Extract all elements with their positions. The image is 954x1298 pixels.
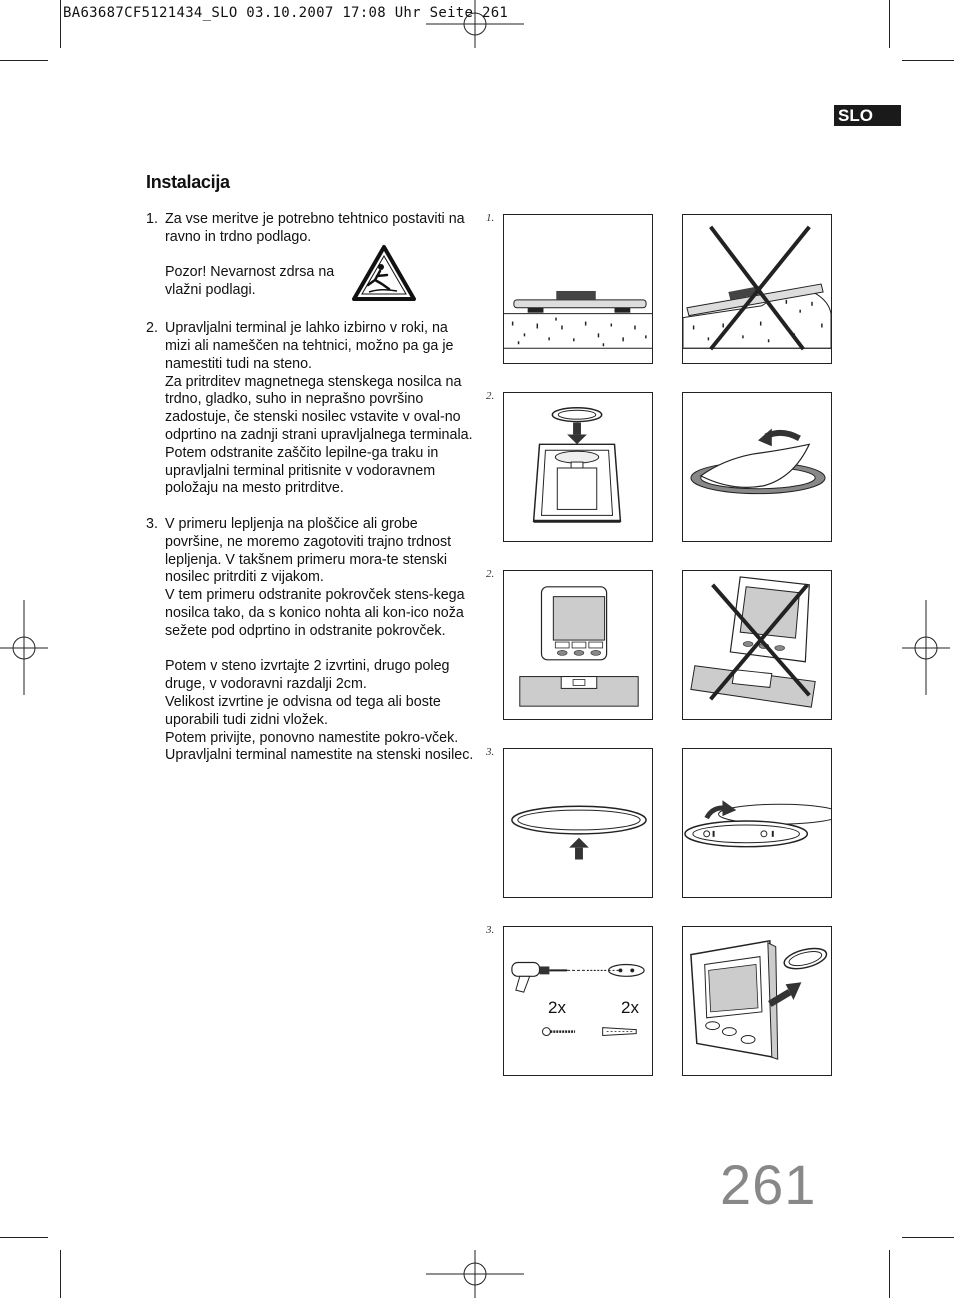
screws-quantity: 2x	[548, 998, 566, 1017]
crop-mark	[0, 1237, 48, 1238]
step-paragraph: Potem v steno izvrtajte 2 izvrtini, drugo poleg druge, v vodoravni razdalji 2cm.	[165, 658, 450, 693]
mount-terminal-icon	[683, 927, 831, 1075]
figure-row-label: 3.	[486, 746, 495, 758]
figure-scale-flat-floor	[503, 214, 653, 364]
figure-row-label: 2.	[486, 390, 495, 402]
crop-mark	[60, 1250, 61, 1298]
figure-row-label: 3.	[486, 924, 495, 936]
crop-mark	[889, 1250, 890, 1298]
registration-mark-right	[902, 600, 950, 695]
plugs-quantity: 2x	[621, 998, 639, 1017]
section-title: Instalacija	[146, 172, 230, 192]
figure-push-cover	[503, 748, 653, 898]
holder-into-terminal-icon	[504, 393, 652, 541]
crop-mark	[889, 0, 890, 48]
peel-adhesive-protection-icon	[683, 393, 831, 541]
terminal-on-holder-horizontal-icon	[504, 571, 652, 719]
language-tab: SLO	[834, 105, 901, 126]
figure-remove-cover	[682, 748, 832, 898]
figure-scale-uneven-floor	[682, 214, 832, 364]
remove-cover-icon	[683, 749, 831, 897]
registration-mark-left	[0, 600, 48, 695]
step-paragraph: Velikost izvrtine je odvisna od tega ali boste uporabili tudi zidni vložek.	[165, 693, 441, 728]
slippery-floor-warning-icon	[351, 244, 417, 302]
figure-terminal-tilted	[682, 570, 832, 720]
print-job-header: BA63687CF5121434_SLO 03.10.2007 17:08 Uhr Seite 261	[63, 5, 509, 21]
instruction-list	[146, 211, 476, 765]
slip-warning	[165, 264, 476, 302]
figure-terminal-horizontal	[503, 570, 653, 720]
registration-mark-bottom	[426, 1250, 524, 1298]
figure-mount-terminal	[682, 926, 832, 1076]
step-2	[146, 320, 476, 498]
step-paragraph: Za pritrditev magnetnega stenskega nosilca na trdno, gladko, suho in neprašno površino zadostuje, če stenski nosilec vstavite v oval-no odprtino na zadnji strani upravljalnega terminala. Potem odstranite zaščito lepilne-ga traku in upravljalni terminal pritisnite v vodoravnem položaju na mesto pritrditve.	[165, 373, 473, 497]
step-number: 3.	[146, 515, 158, 532]
scale-on-uneven-floor-crossed-icon	[683, 215, 831, 363]
crop-mark	[902, 1237, 954, 1238]
step-3	[146, 516, 476, 765]
figure-row-label: 1.	[486, 212, 495, 224]
step-paragraph: Potem privijte, ponovno namestite pokro-vček. Upravljalni terminal namestite na stenski nosilec.	[165, 729, 474, 764]
scale-on-flat-floor-icon	[504, 215, 652, 363]
terminal-tilted-crossed-icon	[683, 571, 831, 719]
step-number: 1.	[146, 211, 158, 227]
page-number: 261	[720, 1153, 817, 1216]
step-paragraph: V primeru lepljenja na ploščice ali grobe površine, ne moremo zagotoviti trajno trdnost lepljenja. V takšnem primeru mora-te stenski nosilec pritrditi z vijakom.	[165, 515, 452, 586]
crop-mark	[902, 60, 954, 61]
step-paragraph: Za vse meritve je potrebno tehtnico postaviti na ravno in trdno podlago.	[165, 211, 465, 245]
figure-peel-adhesive	[682, 392, 832, 542]
step-number: 2.	[146, 320, 158, 337]
crop-mark	[0, 60, 48, 61]
step-paragraph: V tem primeru odstranite pokrovček stens-kega nosilca tako, da s konico nohta ali kon-ico noža sežete pod odprtino in odstranite pokrovček.	[165, 587, 465, 639]
step-paragraph: Upravljalni terminal je lahko izbirno v roki, na mizi ali nameščen na tehtnici, možno pa ga je namestiti tudi na steno.	[165, 320, 454, 372]
figure-holder-into-terminal	[503, 392, 653, 542]
crop-mark	[60, 0, 61, 48]
step-1	[146, 211, 476, 302]
figure-row-label: 2.	[486, 568, 495, 580]
warning-text: Pozor! Nevarnost zdrsa na vlažni podlagi.	[165, 264, 335, 299]
push-up-holder-cover-icon	[504, 749, 652, 897]
